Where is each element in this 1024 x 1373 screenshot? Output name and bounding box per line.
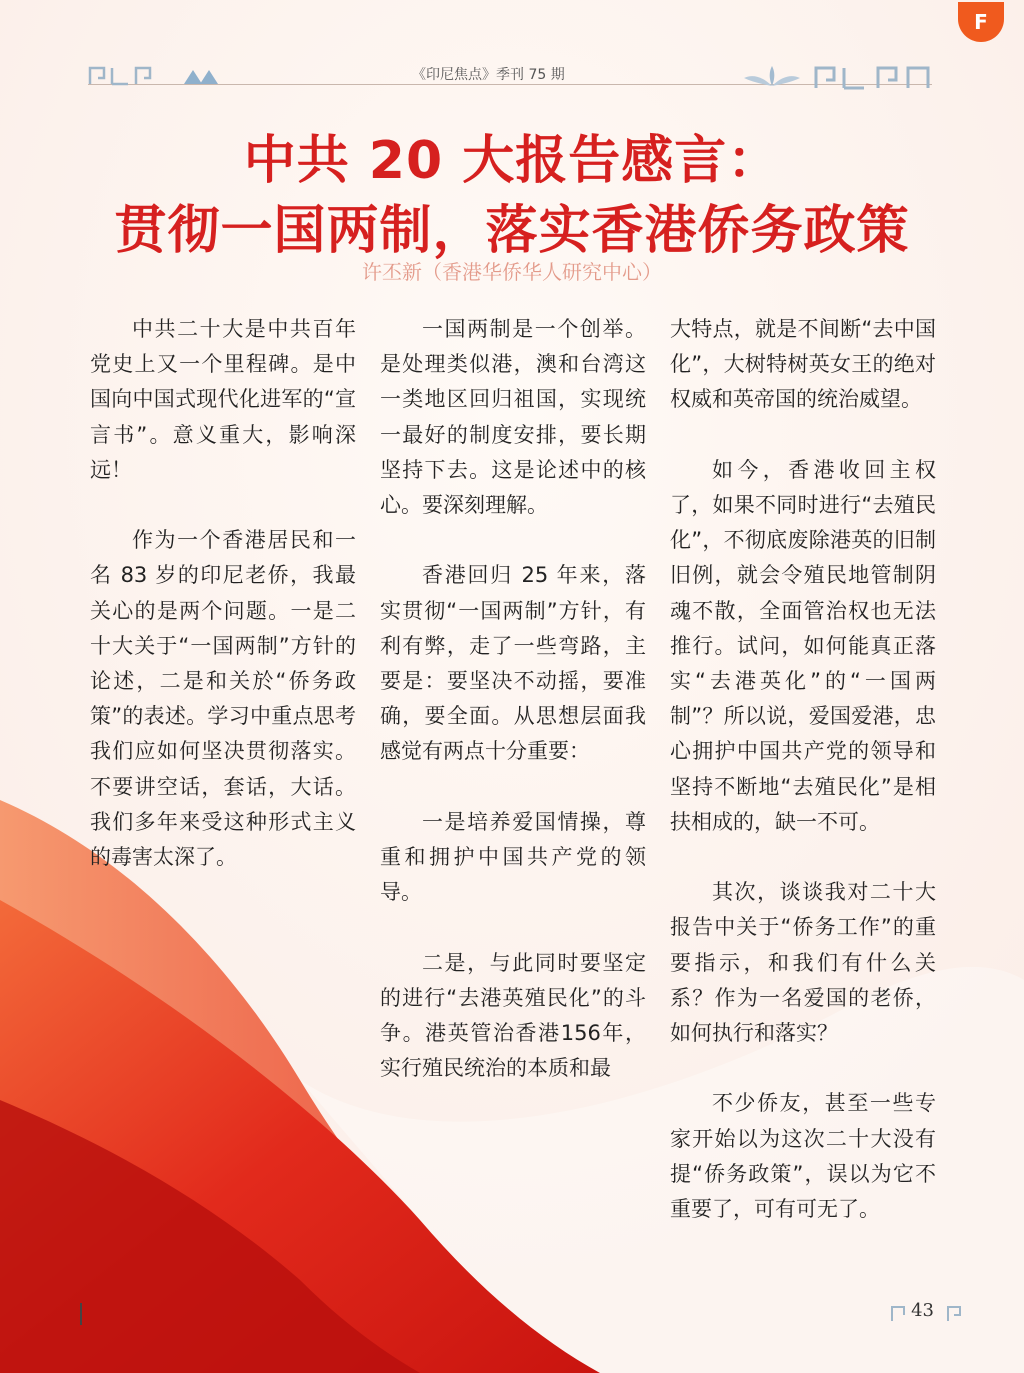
paragraph: 中共二十大是中共百年党史上又一个里程碑。是中国向中国式现代化进军的“宣言书”。意义重大，影响深远！: [90, 317, 356, 482]
paragraph: 一是培养爱国情操，尊重和拥护中国共产党的领导。: [380, 809, 646, 905]
paragraph-continuation: 大特点，就是不间断“去中国化”，大树特树英女王的绝对权威和英帝国的统治威望。: [670, 317, 936, 412]
triangle-ornament: [184, 64, 224, 86]
magazine-issue: 《印尼焦点》季刊 75 期: [412, 67, 565, 83]
fret-ornament-left: [88, 64, 158, 86]
footer-marker: [80, 1303, 82, 1325]
paragraph: 不少侨友，甚至一些专家开始以为这次二十大没有提“侨务政策”，误以为它不重要了，可有可无了。: [670, 1091, 936, 1222]
article-title-line1: 中共 20 大报告感言：: [243, 131, 781, 191]
paragraph: 香港回归 25 年来，落实贯彻“一国两制”方针，有利有弊，走了一些弯路，主要是：要坚决不动摇，要准确，要全面。从思想层面我感觉有两点十分重要：: [380, 563, 646, 764]
fret-ornament-right: [812, 64, 932, 90]
running-header: [88, 60, 932, 90]
text-column-2: [380, 312, 646, 1122]
paragraph: 一国两制是一个创举。是处理类似港，澳和台湾这一类地区回归祖国，实现统一最好的制度安排，要长期坚持下去。这是论述中的核心。要深刻理解。: [380, 317, 646, 518]
text-column-3: [670, 312, 936, 1262]
paragraph: 其次，谈谈我对二十大报告中关于“侨务工作”的重要指示，和我们有什么关系？作为一名爱国的老侨，如何执行和落实？: [670, 880, 936, 1046]
text-column-1: [90, 312, 356, 910]
article-author: 许丕新（香港华侨华人研究中心）: [362, 260, 662, 284]
paragraph: 作为一个香港居民和一名 83 岁的印尼老侨，我最关心的是两个问题。一是二十大关于“一国两制”方针的论述，二是和关於“侨务政策”的表述。学习中重点思考我们应如何坚决贯彻落实。不要讲空话，套话，大话。我们多年来受这种形式主义的毒害太深了。: [90, 528, 356, 870]
section-badge: F: [958, 2, 1004, 42]
lotus-ornament: [742, 64, 802, 90]
paragraph: 二是，与此同时要坚定的进行“去港英殖民化”的斗争。港英管治香港156年，实行殖民统治的本质和最: [380, 950, 646, 1081]
paragraph: 如今，香港收回主权了，如果不同时进行“去殖民化”，不彻底废除港英的旧制旧例，就会令殖民地管制阴魂不散，全面管治权也无法推行。试问，如何能真正落实“去港英化”的“一国两制”？所以说，爱国爱港，忠心拥护中国共产党的领导和坚持不断地“去殖民化”是相扶相成的，缺一不可。: [670, 457, 936, 834]
page-number: 43: [911, 1300, 934, 1321]
article-title-line2: 贯彻一国两制，落实香港侨务政策: [114, 201, 910, 261]
